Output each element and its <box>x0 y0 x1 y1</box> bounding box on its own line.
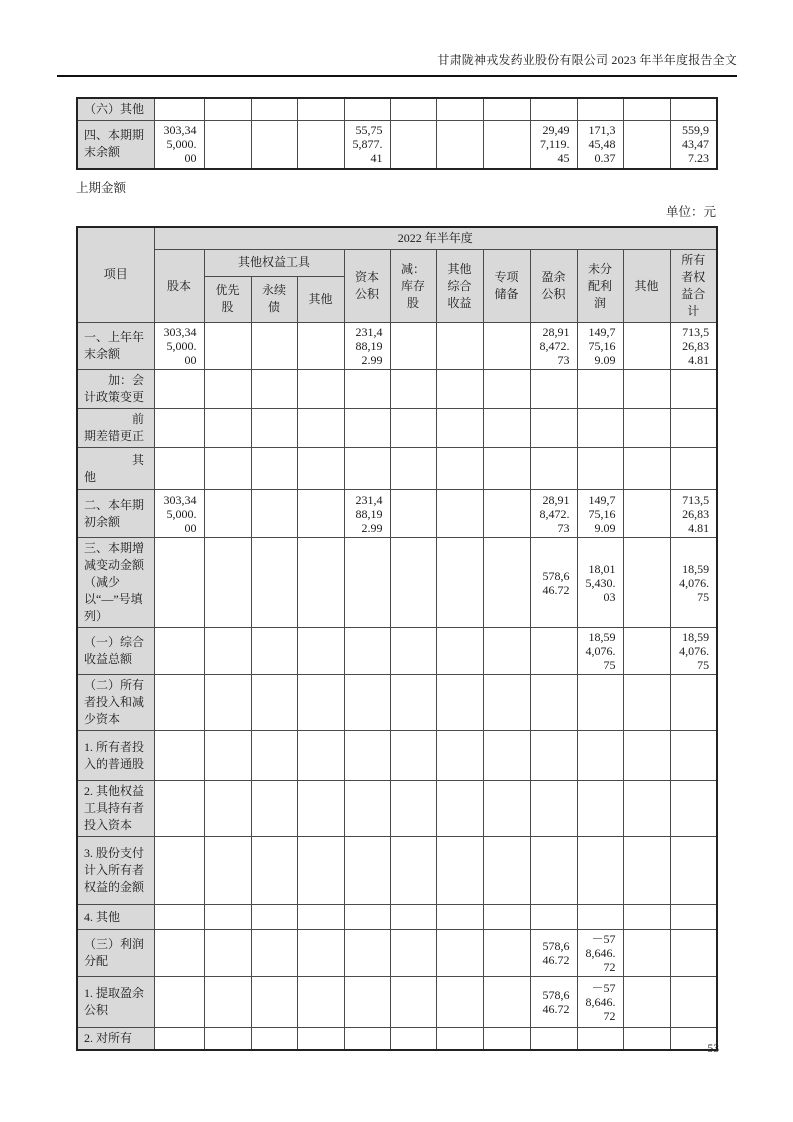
value-cell <box>251 121 297 169</box>
value-cell: －578,646.72 <box>577 977 623 1028</box>
value-cell: 18,594,076.75 <box>670 538 717 628</box>
row-label-cell: 一、上年年末余额 <box>77 323 154 370</box>
table-row <box>77 98 717 121</box>
col-header-special-reserve: 专项储备 <box>483 250 530 323</box>
row-label-cell: 其他 <box>77 448 154 490</box>
value-cell: 231,488,192.99 <box>344 323 390 370</box>
row-label-cell: （二）所有者投入和减少资本 <box>77 675 154 731</box>
header-row-period <box>77 227 717 250</box>
value-cell <box>297 1028 344 1051</box>
value-cell <box>577 370 623 409</box>
value-cell <box>577 731 623 781</box>
value-cell <box>297 448 344 490</box>
value-cell <box>670 837 717 905</box>
table-row <box>77 490 717 538</box>
value-cell <box>251 781 297 837</box>
prior-period-table-header <box>77 227 717 323</box>
header-rule <box>57 75 737 77</box>
table-row <box>77 837 717 905</box>
value-cell <box>154 675 204 731</box>
value-cell <box>154 448 204 490</box>
value-cell <box>390 370 436 409</box>
value-cell <box>154 905 204 930</box>
value-cell <box>204 448 251 490</box>
value-cell <box>297 905 344 930</box>
col-header-item: 项目 <box>77 227 154 323</box>
value-cell <box>390 448 436 490</box>
page-number: 53 <box>707 1043 719 1055</box>
value-cell <box>623 448 670 490</box>
value-cell <box>436 628 483 675</box>
value-cell: －578,646.72 <box>577 930 623 977</box>
value-cell <box>436 409 483 448</box>
value-cell <box>577 1028 623 1051</box>
value-cell <box>204 781 251 837</box>
value-cell <box>390 781 436 837</box>
value-cell <box>483 781 530 837</box>
table-row <box>77 781 717 837</box>
value-cell <box>623 930 670 977</box>
value-cell <box>297 675 344 731</box>
value-cell <box>436 675 483 731</box>
value-cell <box>204 538 251 628</box>
col-header-less-treasury-shares: 减：库存股 <box>390 250 436 323</box>
value-cell <box>297 370 344 409</box>
value-cell <box>436 781 483 837</box>
value-cell <box>577 837 623 905</box>
value-cell <box>623 781 670 837</box>
value-cell <box>623 98 670 121</box>
value-cell <box>623 675 670 731</box>
value-cell <box>344 1028 390 1051</box>
value-cell <box>483 370 530 409</box>
col-header-other-comprehensive-income: 其他综合收益 <box>436 250 483 323</box>
value-cell <box>154 837 204 905</box>
unit-label: 单位：元 <box>665 204 716 219</box>
value-cell <box>436 121 483 169</box>
value-cell <box>154 538 204 628</box>
table-row <box>77 538 717 628</box>
value-cell <box>390 675 436 731</box>
value-cell <box>390 98 436 121</box>
value-cell <box>344 905 390 930</box>
value-cell <box>390 905 436 930</box>
value-cell <box>251 905 297 930</box>
value-cell: 231,488,192.99 <box>344 490 390 538</box>
value-cell <box>344 977 390 1028</box>
current-period-table-body <box>77 98 717 169</box>
value-cell <box>436 930 483 977</box>
value-cell <box>436 905 483 930</box>
row-label-cell: 1. 所有者投入的普通股 <box>77 731 154 781</box>
value-cell <box>483 98 530 121</box>
value-cell <box>251 930 297 977</box>
value-cell <box>530 905 577 930</box>
value-cell: 303,345,000.00 <box>154 121 204 169</box>
value-cell <box>154 731 204 781</box>
value-cell <box>483 121 530 169</box>
value-cell <box>297 409 344 448</box>
value-cell <box>623 121 670 169</box>
value-cell <box>204 1028 251 1051</box>
value-cell <box>483 323 530 370</box>
value-cell <box>530 98 577 121</box>
col-header-capital-reserve: 资本公积 <box>344 250 390 323</box>
value-cell <box>623 323 670 370</box>
value-cell <box>436 98 483 121</box>
row-label-cell: （三）利润分配 <box>77 930 154 977</box>
value-cell <box>297 98 344 121</box>
value-cell <box>344 781 390 837</box>
value-cell <box>251 1028 297 1051</box>
value-cell <box>251 731 297 781</box>
value-cell <box>204 675 251 731</box>
value-cell <box>483 675 530 731</box>
value-cell <box>483 731 530 781</box>
table-row <box>77 409 717 448</box>
value-cell <box>251 628 297 675</box>
value-cell: 303,345,000.00 <box>154 490 204 538</box>
value-cell <box>344 448 390 490</box>
value-cell: 713,526,834.81 <box>670 490 717 538</box>
value-cell <box>390 837 436 905</box>
value-cell <box>483 1028 530 1051</box>
value-cell <box>297 490 344 538</box>
value-cell <box>577 98 623 121</box>
value-cell <box>204 409 251 448</box>
value-cell <box>623 370 670 409</box>
value-cell <box>297 121 344 169</box>
value-cell <box>344 731 390 781</box>
value-cell <box>390 490 436 538</box>
value-cell <box>204 323 251 370</box>
value-cell <box>530 731 577 781</box>
value-cell <box>154 628 204 675</box>
value-cell <box>436 1028 483 1051</box>
value-cell <box>390 538 436 628</box>
value-cell: 559,943,477.23 <box>670 121 717 169</box>
value-cell <box>483 837 530 905</box>
value-cell <box>344 409 390 448</box>
value-cell <box>670 731 717 781</box>
table-row <box>77 675 717 731</box>
value-cell <box>297 837 344 905</box>
col-header-surplus-reserve: 盈余公积 <box>530 250 577 323</box>
header-row-groups <box>77 250 717 277</box>
table-row <box>77 1028 717 1051</box>
value-cell <box>297 977 344 1028</box>
report-header-title: 甘肃陇神戎发药业股份有限公司 2023 年半年度报告全文 <box>437 53 737 67</box>
value-cell <box>297 323 344 370</box>
value-cell <box>204 930 251 977</box>
value-cell <box>390 930 436 977</box>
current-period-table-continued <box>76 97 718 170</box>
value-cell: 578,646.72 <box>530 977 577 1028</box>
value-cell <box>530 370 577 409</box>
value-cell <box>530 675 577 731</box>
prior-period-table-body <box>77 323 717 1051</box>
row-label-cell: 三、本期增减变动金额（减少以“—”号填列） <box>77 538 154 628</box>
value-cell <box>390 121 436 169</box>
value-cell <box>390 628 436 675</box>
value-cell <box>577 675 623 731</box>
value-cell <box>390 323 436 370</box>
value-cell <box>344 628 390 675</box>
value-cell <box>577 905 623 930</box>
value-cell <box>530 781 577 837</box>
value-cell <box>670 370 717 409</box>
value-cell <box>623 628 670 675</box>
value-cell <box>204 837 251 905</box>
value-cell <box>344 370 390 409</box>
value-cell <box>154 1028 204 1051</box>
row-label-cell: 前期差错更正 <box>77 409 154 448</box>
value-cell <box>670 448 717 490</box>
value-cell <box>204 905 251 930</box>
value-cell <box>623 538 670 628</box>
value-cell <box>297 731 344 781</box>
value-cell <box>436 490 483 538</box>
value-cell <box>436 837 483 905</box>
value-cell <box>623 905 670 930</box>
value-cell <box>483 490 530 538</box>
row-label-cell: （一）综合收益总额 <box>77 628 154 675</box>
value-cell: 303,345,000.00 <box>154 323 204 370</box>
value-cell <box>251 538 297 628</box>
table-row <box>77 731 717 781</box>
value-cell <box>154 370 204 409</box>
value-cell <box>577 781 623 837</box>
table-row <box>77 370 717 409</box>
col-header-other: 其他 <box>623 250 670 323</box>
value-cell: 149,775,169.09 <box>577 323 623 370</box>
value-cell <box>251 837 297 905</box>
value-cell <box>436 448 483 490</box>
value-cell: 171,345,480.37 <box>577 121 623 169</box>
value-cell <box>530 448 577 490</box>
value-cell <box>483 930 530 977</box>
value-cell <box>483 448 530 490</box>
col-header-total-owners-equity: 所有者权益合计 <box>670 250 717 323</box>
value-cell <box>251 977 297 1028</box>
row-label-cell: 2. 对所有 <box>77 1028 154 1051</box>
value-cell <box>204 121 251 169</box>
value-cell: 18,594,076.75 <box>577 628 623 675</box>
row-label-cell: 4. 其他 <box>77 905 154 930</box>
prior-period-section-label: 上期金额 <box>76 180 127 195</box>
col-header-preferred-shares: 优先股 <box>204 276 251 322</box>
value-cell <box>390 409 436 448</box>
value-cell <box>483 538 530 628</box>
value-cell <box>204 628 251 675</box>
value-cell <box>297 538 344 628</box>
value-cell <box>204 490 251 538</box>
table-row <box>77 448 717 490</box>
value-cell <box>623 731 670 781</box>
value-cell <box>483 628 530 675</box>
value-cell <box>297 930 344 977</box>
col-header-share-capital: 股本 <box>154 250 204 323</box>
value-cell: 28,918,472.73 <box>530 490 577 538</box>
value-cell <box>530 628 577 675</box>
value-cell <box>297 628 344 675</box>
value-cell <box>154 977 204 1028</box>
row-label-cell: 二、本年期初余额 <box>77 490 154 538</box>
value-cell <box>251 370 297 409</box>
value-cell: 149,775,169.09 <box>577 490 623 538</box>
row-label-cell: 1. 提取盈余公积 <box>77 977 154 1028</box>
value-cell <box>344 538 390 628</box>
row-label-cell: 加：会计政策变更 <box>77 370 154 409</box>
value-cell <box>436 370 483 409</box>
value-cell: 18,015,430.03 <box>577 538 623 628</box>
value-cell <box>154 781 204 837</box>
table-row <box>77 930 717 977</box>
value-cell <box>154 409 204 448</box>
row-label-cell: 2. 其他权益工具持有者投入资本 <box>77 781 154 837</box>
table-row <box>77 905 717 930</box>
row-label-cell: 四、本期期末余额 <box>77 121 154 169</box>
value-cell <box>344 837 390 905</box>
value-cell <box>530 837 577 905</box>
value-cell <box>623 1028 670 1051</box>
col-header-other-instruments: 其他 <box>297 276 344 322</box>
value-cell <box>670 781 717 837</box>
value-cell <box>623 977 670 1028</box>
value-cell <box>670 98 717 121</box>
value-cell <box>436 977 483 1028</box>
value-cell <box>436 538 483 628</box>
value-cell <box>154 98 204 121</box>
value-cell <box>154 930 204 977</box>
value-cell <box>670 977 717 1028</box>
value-cell <box>670 905 717 930</box>
value-cell: 29,497,119.45 <box>530 121 577 169</box>
value-cell <box>436 731 483 781</box>
value-cell <box>204 98 251 121</box>
col-header-undistributed-profit: 未分配利润 <box>577 250 623 323</box>
value-cell <box>251 323 297 370</box>
value-cell: 713,526,834.81 <box>670 323 717 370</box>
value-cell <box>390 1028 436 1051</box>
value-cell <box>344 98 390 121</box>
col-header-period-2022h1: 2022 年半年度 <box>154 227 717 250</box>
value-cell <box>670 675 717 731</box>
value-cell <box>530 409 577 448</box>
value-cell <box>251 675 297 731</box>
value-cell <box>390 731 436 781</box>
value-cell: 578,646.72 <box>530 538 577 628</box>
value-cell <box>623 837 670 905</box>
value-cell <box>483 977 530 1028</box>
value-cell <box>483 409 530 448</box>
value-cell <box>390 977 436 1028</box>
table-row <box>77 628 717 675</box>
value-cell <box>623 409 670 448</box>
value-cell <box>297 781 344 837</box>
value-cell <box>577 448 623 490</box>
prior-period-equity-table <box>76 226 718 1052</box>
value-cell <box>670 409 717 448</box>
value-cell: 55,755,877.41 <box>344 121 390 169</box>
value-cell <box>344 675 390 731</box>
value-cell <box>344 930 390 977</box>
value-cell <box>251 98 297 121</box>
value-cell: 578,646.72 <box>530 930 577 977</box>
table-row <box>77 977 717 1028</box>
value-cell <box>436 323 483 370</box>
table-row <box>77 121 717 169</box>
value-cell <box>530 1028 577 1051</box>
value-cell <box>577 409 623 448</box>
row-label-cell: 3. 股份支付计入所有者权益的金额 <box>77 837 154 905</box>
value-cell <box>670 930 717 977</box>
value-cell <box>623 490 670 538</box>
value-cell: 28,918,472.73 <box>530 323 577 370</box>
value-cell <box>251 448 297 490</box>
value-cell <box>251 409 297 448</box>
row-label-cell: （六）其他 <box>77 98 154 121</box>
value-cell <box>204 370 251 409</box>
value-cell <box>483 905 530 930</box>
col-header-perpetual-bonds: 永续债 <box>251 276 297 322</box>
value-cell <box>204 977 251 1028</box>
value-cell: 18,594,076.75 <box>670 628 717 675</box>
value-cell <box>204 731 251 781</box>
value-cell <box>251 490 297 538</box>
table-row <box>77 323 717 370</box>
col-header-other-equity-instruments: 其他权益工具 <box>204 250 344 277</box>
